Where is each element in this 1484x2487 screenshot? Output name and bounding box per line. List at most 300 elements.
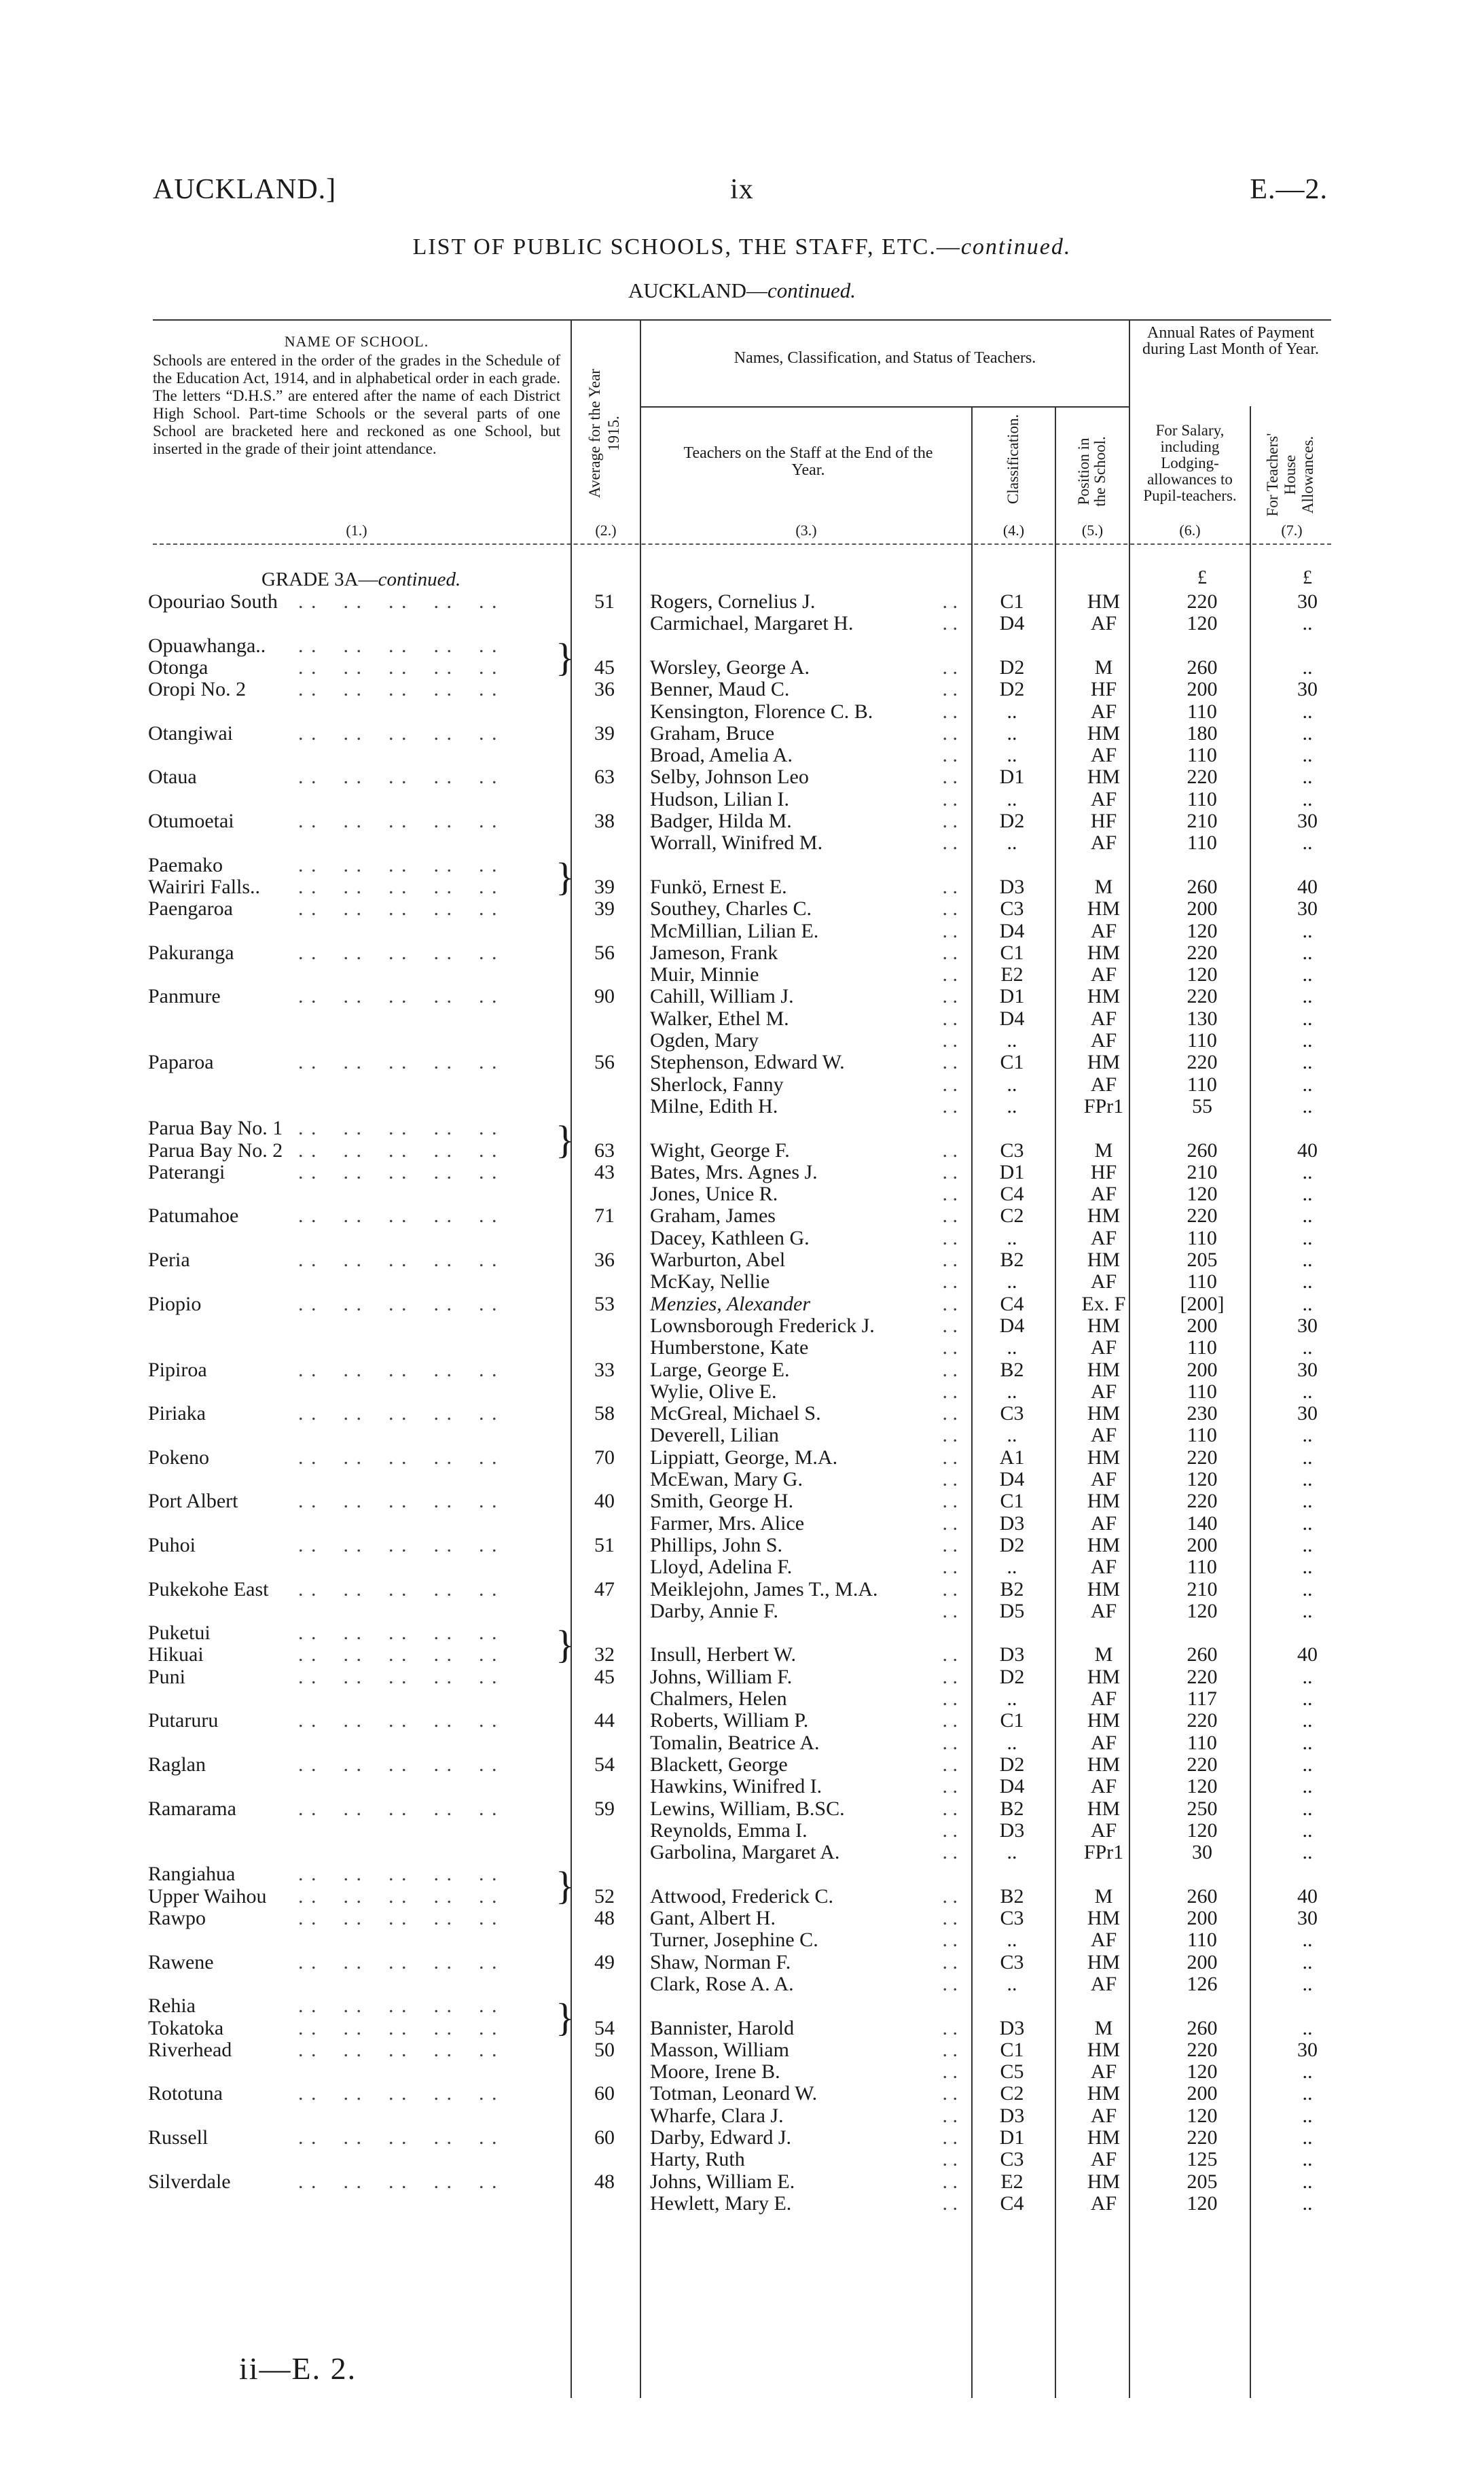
teacher-name: Hudson, Lilian I. — [650, 787, 789, 810]
salary-cell: 220 — [1187, 2126, 1218, 2149]
teacher-leader-dots: . . — [942, 1270, 958, 1293]
school-name: Ramarama — [148, 1797, 236, 1820]
bracket-brace: } — [556, 1995, 575, 2040]
salary-cell: 180 — [1187, 721, 1218, 745]
allowance-cell: .. — [1302, 919, 1313, 942]
table-row — [0, 1798, 1484, 1820]
position-cell: AF — [1090, 1599, 1117, 1622]
school-leader-dots: . . . . . . . . . . — [285, 854, 499, 876]
table-row — [0, 1403, 1484, 1425]
position-cell: HM — [1087, 897, 1121, 920]
salary-cell: 250 — [1187, 1797, 1218, 1820]
table-row — [0, 920, 1484, 942]
teacher-leader-dots: . . — [942, 1468, 958, 1490]
position-cell: M — [1094, 656, 1113, 679]
allowance-cell: .. — [1302, 1183, 1313, 1206]
teacher-name: Attwood, Frederick C. — [650, 1884, 833, 1908]
table-row — [0, 942, 1484, 964]
salary-cell: 120 — [1187, 1183, 1218, 1206]
school-leader-dots: . . . . . . . . . . — [285, 1117, 499, 1140]
position-cell: HM — [1087, 2126, 1121, 2149]
position-cell: AF — [1090, 2148, 1117, 2171]
average-attendance: 47 — [594, 1577, 615, 1600]
salary-cell: 120 — [1187, 1599, 1218, 1622]
allowance-cell: .. — [1302, 1753, 1313, 1776]
position-cell: HF — [1090, 678, 1117, 701]
average-attendance: 54 — [594, 1753, 615, 1776]
school-leader-dots: . . . . . . . . . . — [285, 679, 499, 701]
school-leader-dots: . . . . . . . . . . — [285, 1951, 499, 1973]
school-name: Putaruru — [148, 1709, 219, 1732]
grade-label: GRADE 3A—continued. — [261, 569, 461, 590]
table-row — [0, 986, 1484, 1007]
allowance-cell: .. — [1302, 1577, 1313, 1600]
col-rates-group: Annual Rates of Payment during Last Month of Year. — [1142, 324, 1319, 358]
classification-cell: .. — [1007, 744, 1017, 767]
salary-cell: 120 — [1187, 2104, 1218, 2127]
position-cell: AF — [1090, 919, 1117, 942]
teacher-name: Wharfe, Clara J. — [650, 2104, 784, 2127]
teacher-leader-dots: . . — [942, 1160, 958, 1183]
teacher-leader-dots: . . — [942, 2126, 958, 2149]
school-leader-dots: . . . . . . . . . . — [285, 2127, 499, 2149]
position-cell: HM — [1087, 1051, 1121, 1074]
table-row — [0, 2061, 1484, 2083]
teacher-name: Hawkins, Winifred I. — [650, 1775, 822, 1798]
col-allowance-header: For Teachers' House Allowances. — [1264, 433, 1316, 517]
position-cell: HM — [1087, 1533, 1121, 1556]
school-leader-dots: . . . . . . . . . . — [285, 898, 499, 920]
allowance-cell: .. — [1302, 941, 1313, 964]
position-cell: HM — [1087, 1709, 1121, 1732]
table-row — [0, 1886, 1484, 1908]
teacher-leader-dots: . . — [942, 985, 958, 1008]
school-leader-dots: . . . . . . . . . . — [285, 2170, 499, 2193]
bracket-brace: } — [556, 1117, 575, 1162]
school-name: Otangiwai — [148, 721, 233, 745]
school-name: Rawpo — [148, 1907, 206, 1929]
teacher-leader-dots: . . — [942, 2038, 958, 2061]
teacher-leader-dots: . . — [942, 1797, 958, 1820]
allowance-cell: .. — [1302, 1731, 1313, 1754]
classification-cell: .. — [1007, 787, 1017, 810]
teacher-name: Rogers, Cornelius J. — [650, 590, 816, 613]
school-name: Rangiahua — [148, 1863, 236, 1886]
position-cell: HM — [1087, 1665, 1121, 1688]
col-position-header: Position in the School. — [1075, 436, 1108, 507]
classification-cell: C4 — [1000, 1183, 1024, 1206]
allowance-cell: .. — [1302, 1665, 1313, 1688]
teacher-leader-dots: . . — [942, 700, 958, 723]
school-leader-dots: . . . . . . . . . . — [285, 1797, 499, 1820]
teacher-name: Sherlock, Fanny — [650, 1073, 784, 1096]
table-row — [0, 1579, 1484, 1600]
salary-cell: 210 — [1187, 1160, 1218, 1183]
table-row — [0, 2127, 1484, 2149]
teacher-name: Tomalin, Beatrice A. — [650, 1731, 820, 1754]
salary-cell: 55 — [1192, 1094, 1212, 1117]
position-cell: M — [1094, 1643, 1113, 1666]
classification-cell: B2 — [1000, 1577, 1024, 1600]
average-attendance: 48 — [594, 1907, 615, 1929]
salary-cell: 110 — [1187, 787, 1217, 810]
table-row — [0, 657, 1484, 679]
school-name: Hikuai — [148, 1643, 204, 1666]
teacher-name: Wight, George F. — [650, 1139, 790, 1162]
table-row — [0, 1030, 1484, 1052]
position-cell: AF — [1090, 787, 1117, 810]
position-cell: AF — [1090, 1183, 1117, 1206]
table-row — [0, 679, 1484, 700]
position-cell: HM — [1087, 590, 1121, 613]
table-row — [0, 1425, 1484, 1446]
salary-cell: 110 — [1187, 1336, 1217, 1359]
salary-cell: 220 — [1187, 941, 1218, 964]
allowance-cell: 40 — [1297, 875, 1318, 898]
school-name: Paparoa — [148, 1051, 214, 1074]
teacher-leader-dots: . . — [942, 2016, 958, 2039]
average-attendance: 49 — [594, 1950, 615, 1973]
position-cell: M — [1094, 1884, 1113, 1908]
table-row — [0, 1754, 1484, 1776]
teacher-name: Phillips, John S. — [650, 1533, 783, 1556]
table-row — [0, 1117, 1484, 1139]
header-bottom-rule — [153, 543, 1331, 545]
classification-cell: .. — [1007, 1687, 1017, 1710]
allowance-cell: 30 — [1297, 2038, 1318, 2061]
position-cell: HM — [1087, 1907, 1121, 1929]
salary-cell: 110 — [1187, 1380, 1217, 1403]
position-cell: AF — [1090, 2060, 1117, 2083]
school-name: Otonga — [148, 656, 209, 679]
school-leader-dots: . . . . . . . . . . — [285, 1139, 499, 1162]
teacher-name: Broad, Amelia A. — [650, 744, 793, 767]
position-cell: HM — [1087, 1446, 1121, 1469]
average-attendance: 51 — [594, 1533, 615, 1556]
salary-cell: 110 — [1187, 1556, 1217, 1579]
table-row — [0, 1447, 1484, 1469]
allowance-cell: .. — [1302, 1929, 1313, 1952]
classification-cell: C1 — [1000, 941, 1024, 964]
average-attendance: 63 — [594, 1139, 615, 1162]
school-name: Pipiroa — [148, 1358, 207, 1381]
school-leader-dots: . . . . . . . . . . — [285, 1161, 499, 1183]
table-row — [0, 635, 1484, 657]
table-row — [0, 1842, 1484, 1863]
teacher-name: Blackett, George — [650, 1753, 788, 1776]
classification-cell: C1 — [1000, 1490, 1024, 1513]
table-row — [0, 1995, 1484, 2017]
teacher-leader-dots: . . — [942, 1336, 958, 1359]
teacher-leader-dots: . . — [942, 941, 958, 964]
classification-cell: D2 — [999, 1753, 1025, 1776]
teacher-name: Bates, Mrs. Agnes J. — [650, 1160, 818, 1183]
table-row — [0, 1820, 1484, 1842]
allowance-cell: .. — [1302, 1972, 1313, 1995]
allowance-cell: 30 — [1297, 897, 1318, 920]
classification-cell: D4 — [999, 1007, 1025, 1030]
school-name: Oropi No. 2 — [148, 678, 247, 701]
allowance-cell: .. — [1302, 721, 1313, 745]
classification-cell: C3 — [1000, 1907, 1024, 1929]
table-row — [0, 1644, 1484, 1666]
table-row — [0, 1096, 1484, 1117]
teacher-leader-dots: . . — [942, 1753, 958, 1776]
salary-cell: 220 — [1187, 1665, 1218, 1688]
teacher-name: Farmer, Mrs. Alice — [650, 1511, 805, 1535]
position-cell: AF — [1090, 1029, 1117, 1052]
teacher-name: Masson, William — [650, 2038, 789, 2061]
salary-cell: 110 — [1187, 1731, 1217, 1754]
salary-cell: 260 — [1187, 656, 1218, 679]
table-row — [0, 1952, 1484, 1973]
table-row — [0, 2171, 1484, 2193]
salary-cell: 120 — [1187, 919, 1218, 942]
classification-cell: .. — [1007, 721, 1017, 745]
col-5-number: (5.) — [1081, 522, 1104, 539]
salary-cell: 110 — [1187, 744, 1217, 767]
table-row — [0, 876, 1484, 898]
teacher-leader-dots: . . — [942, 1380, 958, 1403]
teacher-name: Hewlett, Mary E. — [650, 2191, 792, 2215]
school-name: Panmure — [148, 985, 221, 1008]
table-row — [0, 1973, 1484, 1995]
teacher-name: Moore, Irene B. — [650, 2060, 780, 2083]
classification-cell: D5 — [999, 1599, 1025, 1622]
classification-cell: .. — [1007, 1972, 1017, 1995]
average-attendance: 60 — [594, 2126, 615, 2149]
school-name: Puhoi — [148, 1533, 196, 1556]
average-attendance: 44 — [594, 1709, 615, 1732]
school-leader-dots: . . . . . . . . . . — [285, 1446, 499, 1469]
teacher-leader-dots: . . — [942, 831, 958, 855]
page-title: LIST OF PUBLIC SCHOOLS, THE STAFF, ETC.—continued. — [412, 234, 1072, 260]
teacher-name: Benner, Maud C. — [650, 678, 790, 701]
teacher-name: Funkö, Ernest E. — [650, 875, 787, 898]
table-row — [0, 745, 1484, 766]
teacher-name: Southey, Charles C. — [650, 897, 812, 920]
teacher-leader-dots: . . — [942, 2104, 958, 2127]
teacher-leader-dots: . . — [942, 1907, 958, 1929]
teacher-leader-dots: . . — [942, 590, 958, 613]
page-number: ix — [730, 174, 754, 205]
salary-cell: 200 — [1187, 1907, 1218, 1929]
average-attendance: 43 — [594, 1160, 615, 1183]
teacher-leader-dots: . . — [942, 1950, 958, 1973]
teacher-leader-dots: . . — [942, 1687, 958, 1710]
teacher-leader-dots: . . — [942, 1972, 958, 1995]
school-name: Otumoetai — [148, 810, 234, 832]
teacher-name: Chalmers, Helen — [650, 1687, 787, 1710]
teacher-leader-dots: . . — [942, 1358, 958, 1381]
salary-cell: 120 — [1187, 2060, 1218, 2083]
position-cell: HM — [1087, 1358, 1121, 1381]
teacher-leader-dots: . . — [942, 1709, 958, 1732]
table-row — [0, 1535, 1484, 1556]
salary-cell: 220 — [1187, 766, 1218, 789]
table-row — [0, 1600, 1484, 1622]
classification-cell: .. — [1007, 1556, 1017, 1579]
allowance-cell: .. — [1302, 2060, 1313, 2083]
salary-cell: 220 — [1187, 1051, 1218, 1074]
salary-cell: 200 — [1187, 2082, 1218, 2105]
page-header-right: E.—2. — [1250, 174, 1328, 205]
school-name: Pukekohe East — [148, 1577, 269, 1600]
salary-cell: 110 — [1187, 1073, 1217, 1096]
position-cell: AF — [1090, 1731, 1117, 1754]
teacher-name: Humberstone, Kate — [650, 1336, 809, 1359]
teacher-name: Bannister, Harold — [650, 2016, 795, 2039]
salary-cell: 130 — [1187, 1007, 1218, 1030]
position-cell: AF — [1090, 1468, 1117, 1490]
salary-cell: 125 — [1187, 2148, 1218, 2171]
teacher-leader-dots: . . — [942, 1643, 958, 1666]
teacher-leader-dots: . . — [942, 1819, 958, 1842]
teacher-name: Worrall, Winifred M. — [650, 831, 823, 855]
table-row — [0, 1052, 1484, 1073]
school-leader-dots: . . . . . . . . . . — [285, 1885, 499, 1908]
school-leader-dots: . . . . . . . . . . — [285, 1753, 499, 1776]
classification-cell: C1 — [1000, 1709, 1024, 1732]
classification-cell: C2 — [1000, 1204, 1024, 1228]
table-row — [0, 1556, 1484, 1578]
salary-cell: 110 — [1187, 1226, 1217, 1249]
classification-cell: .. — [1007, 1841, 1017, 1864]
school-name: Piriaka — [148, 1402, 206, 1425]
position-cell: HF — [1090, 810, 1117, 832]
table-row — [0, 1666, 1484, 1688]
allowance-cell: .. — [1302, 2148, 1313, 2171]
salary-cell: 126 — [1187, 1972, 1218, 1995]
school-name: Piopio — [148, 1292, 202, 1315]
classification-cell: .. — [1007, 1226, 1017, 1249]
allowance-cell: 30 — [1297, 1907, 1318, 1929]
allowance-cell: .. — [1302, 985, 1313, 1008]
position-cell: HM — [1087, 2038, 1121, 2061]
table-row — [0, 1008, 1484, 1030]
school-name: Wairiri Falls.. — [148, 875, 261, 898]
position-cell: HM — [1087, 1490, 1121, 1513]
classification-cell: B2 — [1000, 1249, 1024, 1271]
school-leader-dots: . . . . . . . . . . — [285, 1666, 499, 1688]
position-cell: HM — [1087, 1577, 1121, 1600]
classification-cell: D3 — [999, 1819, 1025, 1842]
allowance-cell: .. — [1302, 2082, 1313, 2105]
classification-cell: .. — [1007, 1270, 1017, 1293]
school-name: Pokeno — [148, 1446, 209, 1469]
allowance-cell: .. — [1302, 1446, 1313, 1469]
table-row — [0, 2039, 1484, 2061]
teacher-name: Darby, Edward J. — [650, 2126, 791, 2149]
teacher-leader-dots: . . — [942, 678, 958, 701]
table-row — [0, 1513, 1484, 1535]
salary-cell: 110 — [1187, 1424, 1217, 1447]
bracket-brace: } — [556, 854, 575, 899]
salary-cell: 230 — [1187, 1402, 1218, 1425]
teacher-leader-dots: . . — [942, 656, 958, 679]
teacher-name: Smith, George H. — [650, 1490, 794, 1513]
allowance-cell: 30 — [1297, 590, 1318, 613]
teacher-name: McKay, Nellie — [650, 1270, 770, 1293]
teacher-name: Jones, Unice R. — [650, 1183, 778, 1206]
table-row — [0, 898, 1484, 920]
school-leader-dots: . . . . . . . . . . — [285, 1622, 499, 1645]
page-subtitle: AUCKLAND—continued. — [628, 279, 856, 302]
teacher-name: Lownsborough Frederick J. — [650, 1314, 875, 1337]
school-name: Raglan — [148, 1753, 206, 1776]
school-leader-dots: . . . . . . . . . . — [285, 810, 499, 832]
teacher-name: Johns, William F. — [650, 1665, 793, 1688]
allowance-cell: .. — [1302, 1511, 1313, 1535]
school-leader-dots: . . . . . . . . . . — [285, 1293, 499, 1315]
teacher-leader-dots: . . — [942, 1511, 958, 1535]
school-name: Patumahoe — [148, 1204, 239, 1228]
position-cell: AF — [1090, 1007, 1117, 1030]
school-leader-dots: . . . . . . . . . . — [285, 876, 499, 898]
position-cell: HM — [1087, 1314, 1121, 1337]
allowance-cell: .. — [1302, 1468, 1313, 1490]
teacher-leader-dots: . . — [942, 2148, 958, 2171]
position-cell: AF — [1090, 831, 1117, 855]
teacher-name: Wylie, Olive E. — [650, 1380, 777, 1403]
table-row — [0, 1140, 1484, 1162]
allowance-cell: 30 — [1297, 1402, 1318, 1425]
classification-cell: D3 — [999, 1511, 1025, 1535]
salary-cell: 110 — [1187, 1929, 1217, 1952]
teacher-leader-dots: . . — [942, 810, 958, 832]
teacher-name: Turner, Josephine C. — [650, 1929, 818, 1952]
salary-cell: 120 — [1187, 2191, 1218, 2215]
salary-cell: 260 — [1187, 875, 1218, 898]
salary-cell: 205 — [1187, 2170, 1218, 2193]
teacher-leader-dots: . . — [942, 1599, 958, 1622]
position-cell: AF — [1090, 1511, 1117, 1535]
school-leader-dots: . . . . . . . . . . — [285, 1249, 499, 1271]
table-row — [0, 2018, 1484, 2039]
salary-cell: 260 — [1187, 1884, 1218, 1908]
teacher-leader-dots: . . — [942, 612, 958, 635]
position-cell: AF — [1090, 1687, 1117, 1710]
school-leader-dots: . . . . . . . . . . — [285, 1205, 499, 1228]
average-attendance: 59 — [594, 1797, 615, 1820]
classification-cell: D4 — [999, 1468, 1025, 1490]
table-row — [0, 1205, 1484, 1227]
classification-cell: D4 — [999, 612, 1025, 635]
table-row — [0, 1710, 1484, 1732]
classification-cell: D3 — [999, 2016, 1025, 2039]
average-attendance: 40 — [594, 1490, 615, 1513]
teacher-leader-dots: . . — [942, 1929, 958, 1952]
salary-cell: 220 — [1187, 1490, 1218, 1513]
salary-cell: 220 — [1187, 1753, 1218, 1776]
average-attendance: 39 — [594, 897, 615, 920]
table-row — [0, 1271, 1484, 1293]
allowance-cell: .. — [1302, 1424, 1313, 1447]
average-attendance: 53 — [594, 1292, 615, 1315]
table-row — [0, 701, 1484, 723]
teacher-name: Dacey, Kathleen G. — [650, 1226, 810, 1249]
classification-cell: C1 — [1000, 590, 1024, 613]
salary-cell: 220 — [1187, 590, 1218, 613]
position-cell: M — [1094, 875, 1113, 898]
classification-cell: A1 — [999, 1446, 1025, 1469]
classification-cell: .. — [1007, 1929, 1017, 1952]
teacher-leader-dots: . . — [942, 721, 958, 745]
position-cell: HM — [1087, 1797, 1121, 1820]
allowance-cell: .. — [1302, 1380, 1313, 1403]
school-name: Parua Bay No. 1 — [148, 1117, 283, 1140]
teacher-leader-dots: . . — [942, 744, 958, 767]
